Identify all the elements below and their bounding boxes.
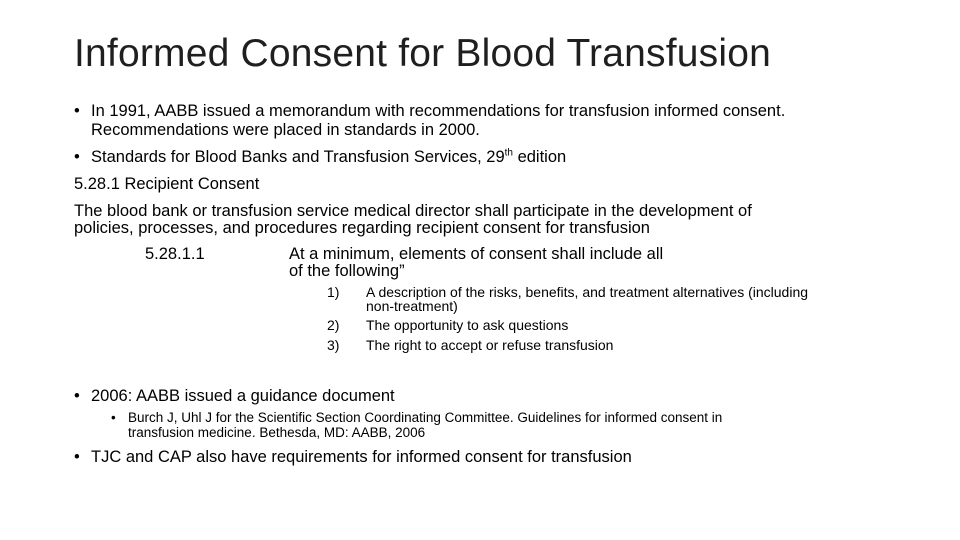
standards-title: Standards for Blood Banks and Transfusion Services, 29 xyxy=(91,148,505,166)
element-number: 2) xyxy=(327,317,340,333)
bullet-3-text: 2006: AABB issued a guidance document xyxy=(91,387,395,405)
standard-heading: 5.28.1 Recipient Consent xyxy=(74,175,260,193)
edition-label: edition xyxy=(513,148,567,166)
bullet-4-text: TJC and CAP also have requirements for informed consent for transfusion xyxy=(91,448,632,466)
bullet-dot: • xyxy=(74,387,80,405)
element-text: The opportunity to ask questions xyxy=(366,317,569,333)
standard-text-line-1: The blood bank or transfusion service medical director shall participate in the development of xyxy=(74,202,752,220)
element-text: The right to accept or refuse transfusion xyxy=(366,337,614,353)
reference-line-1: Burch J, Uhl J for the Scientific Section Coordinating Committee. Guidelines for informed consent in xyxy=(128,410,723,425)
element-text: A description of the risks, benefits, and treatment alternatives (including xyxy=(366,284,809,300)
element-number: 3) xyxy=(327,337,340,353)
bullet-1-line-1: In 1991, AABB issued a memorandum with recommendations for transfusion informed consent. xyxy=(91,102,786,120)
element-number: 1) xyxy=(327,284,340,300)
edition-superscript: th xyxy=(504,147,513,159)
slide-title: Informed Consent for Blood Transfusion xyxy=(74,32,771,75)
bullet-2-text xyxy=(91,149,566,166)
sub-standard-line-1: At a minimum, elements of consent shall include all xyxy=(289,245,664,263)
bullet-dot: • xyxy=(74,448,80,466)
reference-line-2: transfusion medicine. Bethesda, MD: AABB, 2006 xyxy=(128,425,426,440)
element-text-continued: non-treatment) xyxy=(366,298,458,314)
sub-standard-line-2: of the following” xyxy=(289,262,405,280)
sub-standard-number: 5.28.1.1 xyxy=(145,245,205,263)
standard-text-line-2: policies, processes, and procedures regarding recipient consent for transfusion xyxy=(74,219,650,237)
bullet-dot: • xyxy=(74,148,80,166)
bullet-dot: • xyxy=(74,102,80,120)
sub-bullet-dot: • xyxy=(111,410,116,425)
bullet-1-line-2: Recommendations were placed in standards in 2000. xyxy=(91,121,480,139)
